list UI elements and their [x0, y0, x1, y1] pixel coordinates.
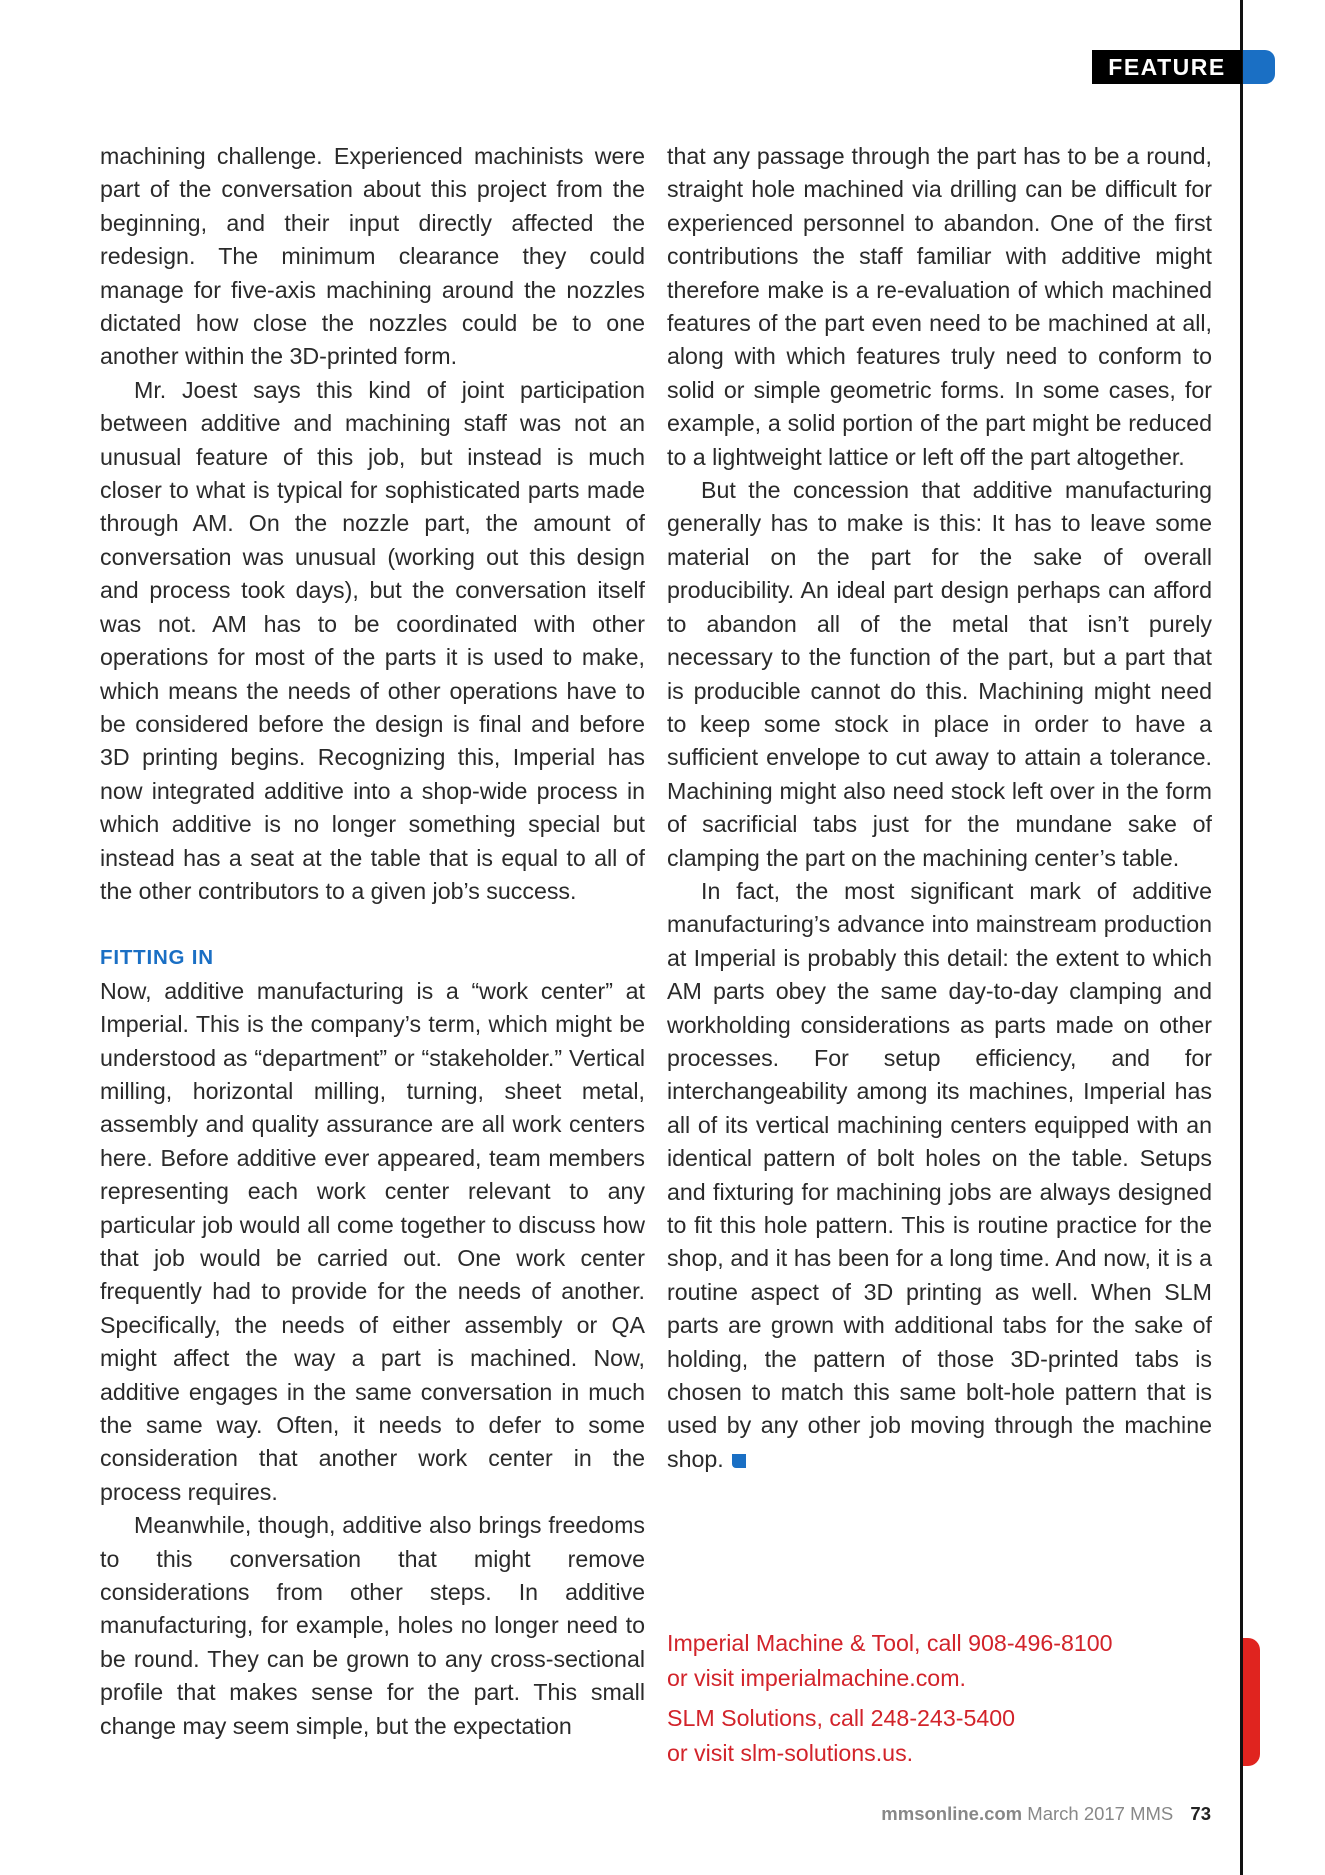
article-column-right: [667, 140, 1212, 1476]
paragraph-final: [667, 875, 1212, 1476]
contact-line: SLM Solutions, call 248-243-5400: [667, 1705, 1016, 1731]
paragraph: that any passage through the part has to be a round, straight hole machined via drilling can be difficult for experienced personnel to abandon. One of the first contributions the staff familiar with additive might therefore make is a re-evaluation of which machined features of the part even need to be machined at all, along with which features truly need to conform to solid or simple geometric forms. In some cases, for example, a solid portion of the part might be reduced to a lightweight lattice or left off the part altogether.: [667, 143, 1212, 470]
paragraph-text: In fact, the most significant mark of additive manufacturing’s advance into mainstream production at Imperial is probably this detail: the extent to which AM parts obey the same day-to-day clamping and workholding considerations as parts made on other processes. For setup efficiency, and for interchangeability among its machines, Imperial has all of its vertical machining centers equipped with an identical pattern of bolt holes on the table. Setups and fixturing for machining jobs are always designed to fit this hole pattern. This is routine practice for the shop, and it has been for a long time. And now, it is a routine aspect of 3D printing as well. When SLM parts are grown with additional tabs for the sake of holding, the pattern of those 3D-printed tabs is chosen to match this same bolt-hole pattern that is used by any other job moving through the machine shop.: [667, 877, 1212, 1472]
paragraph: Meanwhile, though, additive also brings freedoms to this conversation that might remove considerations from other steps. In additive manufacturing, for example, holes no longer need to be round. They can be grown to any cross-sectional profile that makes sense for the part. This small change may seem simple, but the expectation: [100, 1512, 645, 1739]
section-label: FEATURE: [1092, 50, 1242, 84]
paragraph: machining challenge. Experienced machinists were part of the conversation about this project from the beginning, and their input directly affected the redesign. The minimum clearance they could manage for five-axis machining around the nozzles dictated how close the nozzles could be to one another within the 3D-printed form.: [100, 143, 645, 370]
paragraph: But the concession that additive manufacturing generally has to make is this: It has to leave some material on the part for the sake of overall producibility. An ideal part design perhaps can afford to abandon all of the metal that isn’t purely necessary to the function of the part, but a part that is producible cannot do this. Machining might need to keep some stock in place in order to have a sufficient envelope to cut away to attain a tolerance. Machining might also need stock left over in the form of sacrificial tabs just for the mundane sake of clamping the part on the machining center’s table.: [667, 477, 1212, 871]
paragraph: Mr. Joest says this kind of joint participation between additive and machining staff was not an unusual feature of this job, but instead is much closer to what is typical for sophisticated parts made through AM. On the nozzle part, the amount of conversation was unusual (working out this design and process took days), but the conversation itself was not. AM has to be coordinated with other operations for most of the parts it is used to make, which means the needs of other operations have to be considered before the design is final and before 3D printing begins. Recognizing this, Imperial has now integrated additive into a shop-wide process in which additive is no longer something special but instead has a seat at the table that is equal to all of the other contributors to a given job’s success.: [100, 376, 645, 904]
end-of-article-mark: [732, 1454, 746, 1468]
footer-issue: March 2017 MMS: [1027, 1803, 1174, 1824]
article-column-left: [100, 140, 645, 1743]
page-footer: [881, 1803, 1211, 1825]
edge-tab-marker: [1243, 1638, 1260, 1766]
page-edge-rule: [1240, 0, 1243, 1875]
contact-imperial: [667, 1626, 1227, 1696]
page-number: 73: [1190, 1803, 1211, 1824]
paragraph: Now, additive manufacturing is a “work center” at Imperial. This is the company’s term, which might be understood as “department” or “stakeholder.” Vertical milling, horizontal milling, turning, sheet metal, assembly and quality assurance are all work centers here. Before additive ever appeared, team members representing each work center relevant to any particular job would all come together to discuss how that job would be carried out. One work center frequently had to provide for the needs of another. Specifically, the needs of either assembly or QA might affect the way a part is machined. Now, additive engages in the same conversation in much the same way. Often, it needs to defer to some consideration that another work center in the process requires.: [100, 977, 645, 1505]
contact-info: [667, 1626, 1227, 1776]
contact-line: or visit imperialmachine.com.: [667, 1665, 966, 1691]
footer-site: mmsonline.com: [881, 1803, 1023, 1824]
contact-slm: [667, 1701, 1227, 1771]
contact-line: Imperial Machine & Tool, call 908-496-8100: [667, 1630, 1113, 1656]
section-tab-accent: [1243, 50, 1275, 84]
section-subheading: FITTING IN: [100, 946, 214, 970]
contact-line: or visit slm-solutions.us.: [667, 1740, 914, 1766]
